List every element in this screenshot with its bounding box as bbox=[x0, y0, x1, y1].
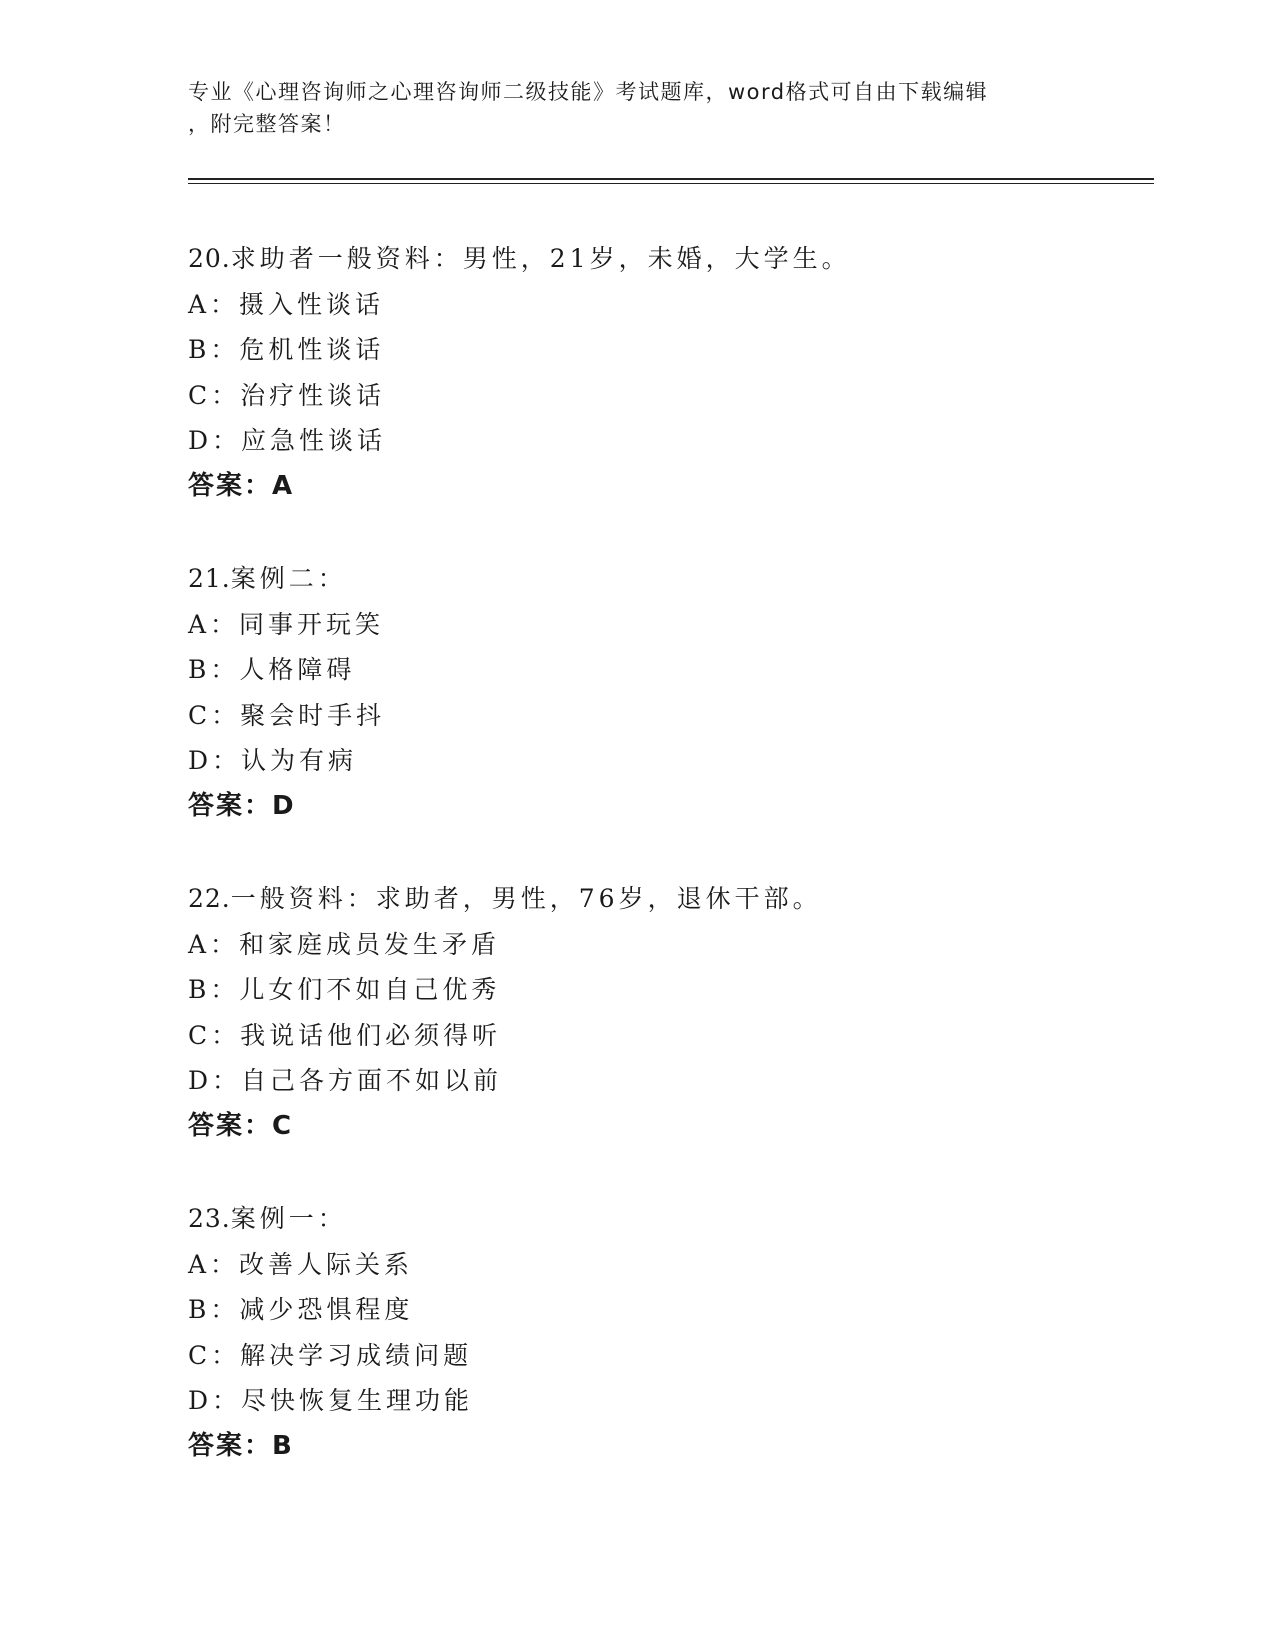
option-a: A：摄入性谈话 bbox=[188, 289, 385, 319]
question-stem bbox=[188, 556, 1148, 602]
header-divider-thick bbox=[188, 178, 1154, 180]
option-c: C：解决学习成绩问题 bbox=[188, 1340, 473, 1370]
option-b: B：减少恐惧程度 bbox=[188, 1295, 414, 1324]
option-c: C：聚会时手抖 bbox=[188, 700, 386, 730]
option-a: A：和家庭成员发生矛盾 bbox=[188, 929, 501, 959]
question-list bbox=[188, 236, 1148, 1516]
answer-line: 答案：C bbox=[188, 1110, 294, 1141]
document-header bbox=[188, 76, 1088, 140]
question-number: 21. bbox=[188, 564, 231, 593]
answer-line: 答案：A bbox=[188, 470, 295, 501]
question-number: 23. bbox=[188, 1204, 231, 1233]
question-22 bbox=[188, 876, 1148, 1196]
option-a: A：同事开玩笑 bbox=[188, 609, 385, 639]
option-c: C：我说话他们必须得听 bbox=[188, 1020, 502, 1050]
question-text: 求助者一般资料：男性，21岁，未婚，大学生。 bbox=[230, 244, 851, 273]
question-21 bbox=[188, 556, 1148, 876]
option-b: B：人格障碍 bbox=[188, 655, 356, 684]
question-text: 一般资料：求助者，男性，76岁，退休干部。 bbox=[230, 884, 822, 913]
option-b: B：儿女们不如自己优秀 bbox=[188, 975, 501, 1004]
option-a: A：改善人际关系 bbox=[188, 1249, 414, 1279]
question-text: 案例一： bbox=[230, 1204, 347, 1233]
question-stem bbox=[188, 1196, 1148, 1242]
question-stem bbox=[188, 876, 1148, 922]
question-20 bbox=[188, 236, 1148, 556]
option-d: D：应急性谈话 bbox=[188, 426, 387, 455]
question-23 bbox=[188, 1196, 1148, 1516]
header-title-line-2: ，附完整答案！ bbox=[188, 112, 346, 136]
option-d: D：认为有病 bbox=[188, 746, 358, 775]
option-d: D：自己各方面不如以前 bbox=[188, 1066, 503, 1095]
answer-line: 答案：B bbox=[188, 1430, 294, 1461]
option-d: D：尽快恢复生理功能 bbox=[188, 1386, 474, 1415]
answer-line: 答案：D bbox=[188, 790, 296, 821]
option-b: B：危机性谈话 bbox=[188, 335, 385, 364]
question-number: 20. bbox=[188, 244, 231, 273]
question-number: 22. bbox=[188, 884, 231, 913]
header-title-line-1: 专业《心理咨询师之心理咨询师二级技能》考试题库，word格式可自由下载编辑 bbox=[188, 80, 989, 104]
option-c: C：治疗性谈话 bbox=[188, 380, 386, 410]
header-divider-thin bbox=[188, 183, 1154, 184]
question-stem bbox=[188, 236, 1148, 282]
question-text: 案例二： bbox=[230, 564, 347, 593]
